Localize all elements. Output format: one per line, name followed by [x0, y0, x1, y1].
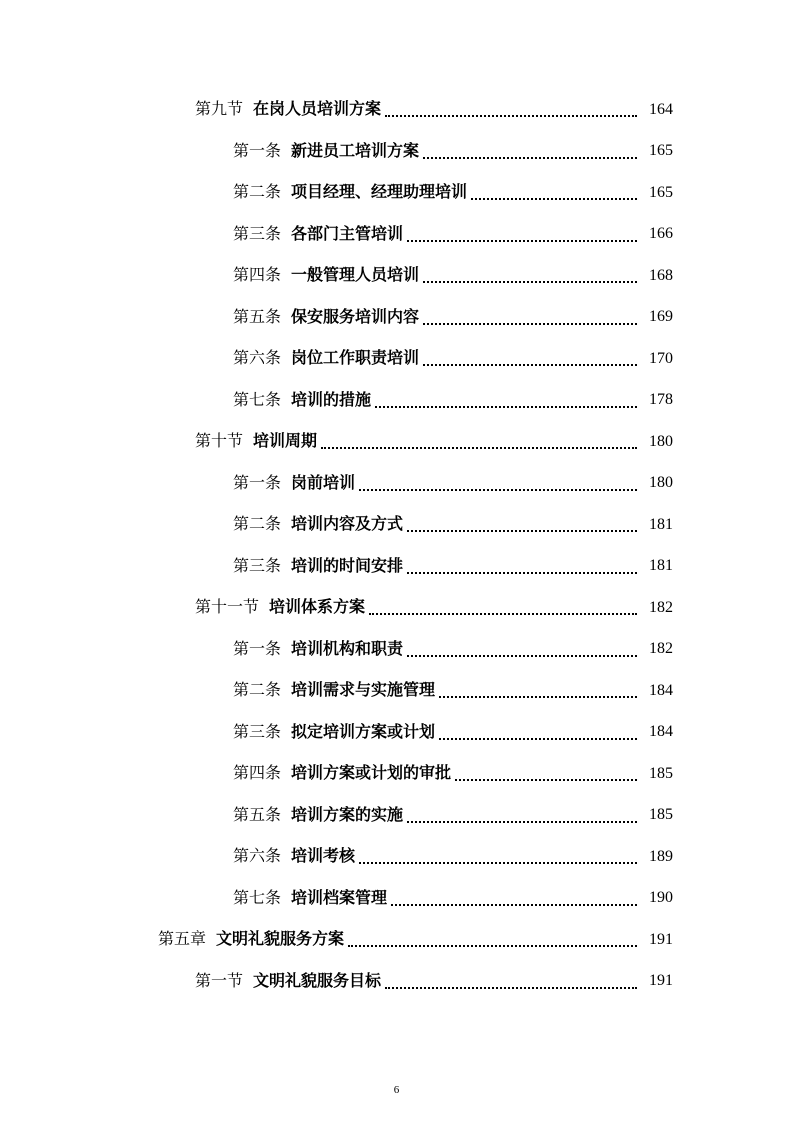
toc-entry-title: 文明礼貌服务方案	[216, 929, 345, 949]
toc-entry-number: 第二条	[233, 516, 282, 534]
toc-entry-title: 新进员工培训方案	[291, 140, 420, 160]
toc-entry-page: 170	[649, 349, 673, 367]
toc-entry-number: 第一节	[195, 972, 244, 990]
toc-dot-leader	[321, 446, 637, 449]
toc-entry[interactable]	[0, 504, 793, 546]
toc-entry-number: 第五章	[158, 931, 207, 949]
toc-entry-label	[233, 267, 419, 284]
toc-entry-page: 184	[649, 723, 673, 741]
toc-entry-title: 岗位工作职责培训	[291, 348, 420, 368]
toc-dot-leader	[359, 861, 637, 864]
toc-entry-label	[233, 765, 451, 782]
toc-entry-label	[233, 682, 435, 699]
toc-entry-title: 项目经理、经理助理培训	[291, 182, 468, 202]
toc-entry-number: 第十节	[195, 433, 244, 451]
toc-dot-leader	[423, 322, 637, 325]
toc-entry-label	[233, 848, 355, 865]
toc-dot-leader	[375, 405, 637, 408]
toc-entry-page: 181	[649, 557, 673, 575]
toc-entry-label	[158, 931, 344, 948]
toc-entry-number: 第六条	[233, 848, 282, 866]
toc-entry-page: 191	[649, 930, 673, 948]
toc-dot-leader	[423, 363, 637, 366]
toc-entry-label	[233, 638, 404, 658]
toc-entry-number: 第六条	[233, 350, 282, 368]
toc-dot-leader	[439, 737, 637, 740]
toc-entry-title: 培训方案或计划的审批	[291, 763, 452, 783]
toc-entry-page: 165	[649, 142, 673, 160]
toc-entry[interactable]	[0, 421, 793, 463]
toc-entry-title: 培训需求与实施管理	[291, 680, 436, 700]
toc-entry-page: 189	[649, 847, 673, 865]
toc-entry-number: 第四条	[233, 765, 282, 783]
toc-entry-label	[233, 472, 356, 492]
toc-dot-leader	[385, 986, 637, 989]
toc-entry-title: 培训机构和职责	[291, 638, 404, 658]
toc-entry-label	[233, 306, 420, 326]
toc-entry-page: 180	[649, 474, 673, 492]
toc-entry-number: 第一条	[233, 142, 282, 160]
toc-entry-page: 182	[649, 640, 673, 658]
toc-entry-title: 培训内容及方式	[291, 514, 404, 534]
toc-entry[interactable]	[0, 753, 793, 795]
toc-entry-label	[233, 887, 388, 907]
toc-entry-title: 文明礼貌服务目标	[253, 970, 382, 990]
toc-entry-number: 第九节	[195, 101, 244, 119]
toc-dot-leader	[455, 778, 637, 781]
toc-entry-title: 培训考核	[291, 846, 356, 866]
toc-entry-number: 第三条	[233, 557, 282, 575]
toc-dot-leader	[407, 571, 637, 574]
table-of-contents	[0, 89, 793, 1002]
toc-entry-label	[233, 184, 467, 201]
toc-dot-leader	[407, 529, 637, 532]
toc-entry-page: 181	[649, 515, 673, 533]
toc-dot-leader	[407, 820, 637, 823]
toc-entry-title: 培训方案的实施	[291, 804, 404, 824]
toc-dot-leader	[391, 903, 637, 906]
toc-entry-title: 拟定培训方案或计划	[291, 721, 436, 741]
toc-entry-number: 第二条	[233, 682, 282, 700]
toc-entry[interactable]	[0, 712, 793, 754]
toc-entry[interactable]	[0, 836, 793, 878]
toc-entry[interactable]	[0, 172, 793, 214]
toc-entry-label	[233, 350, 419, 367]
toc-dot-leader	[348, 944, 637, 947]
toc-entry-number: 第二条	[233, 184, 282, 202]
toc-dot-leader	[369, 612, 637, 615]
toc-entry[interactable]	[0, 131, 793, 173]
toc-entry[interactable]	[0, 546, 793, 588]
toc-entry-page: 178	[649, 391, 673, 409]
toc-entry-number: 第四条	[233, 267, 282, 285]
toc-dot-leader	[439, 695, 637, 698]
toc-dot-leader	[423, 280, 637, 283]
toc-entry-number: 第三条	[233, 225, 282, 243]
toc-entry-label	[233, 516, 403, 533]
toc-entry-page: 182	[649, 598, 673, 616]
toc-entry-number: 第七条	[233, 391, 282, 409]
toc-entry[interactable]	[0, 878, 793, 920]
toc-entry[interactable]	[0, 255, 793, 297]
toc-entry[interactable]	[0, 795, 793, 837]
toc-entry-number: 第五条	[233, 806, 282, 824]
toc-entry-page: 184	[649, 681, 673, 699]
toc-entry-title: 培训的措施	[291, 389, 372, 409]
toc-entry-title: 一般管理人员培训	[291, 265, 420, 285]
toc-entry-number: 第五条	[233, 308, 282, 326]
toc-entry-label	[195, 101, 381, 118]
toc-entry-page: 180	[649, 432, 673, 450]
toc-entry-number: 第一条	[233, 640, 282, 658]
toc-dot-leader	[407, 654, 637, 657]
toc-entry-title: 培训体系方案	[269, 597, 366, 617]
toc-dot-leader	[407, 239, 637, 242]
toc-entry[interactable]	[0, 214, 793, 256]
toc-entry-page: 190	[649, 889, 673, 907]
toc-entry-page: 164	[649, 100, 673, 118]
toc-entry[interactable]	[0, 297, 793, 339]
toc-entry-title: 培训档案管理	[291, 887, 388, 907]
toc-entry-label	[195, 599, 365, 616]
toc-entry[interactable]	[0, 338, 793, 380]
toc-entry[interactable]	[0, 919, 793, 961]
toc-entry-page: 165	[649, 183, 673, 201]
toc-entry-page: 169	[649, 308, 673, 326]
toc-entry-page: 191	[649, 972, 673, 990]
toc-entry-number: 第一条	[233, 474, 282, 492]
toc-entry[interactable]	[0, 380, 793, 422]
toc-entry-title: 培训的时间安排	[291, 555, 404, 575]
toc-entry-title: 各部门主管培训	[291, 223, 404, 243]
toc-entry[interactable]	[0, 670, 793, 712]
toc-entry-page: 166	[649, 225, 673, 243]
toc-dot-leader	[423, 156, 637, 159]
toc-entry-label	[233, 140, 420, 160]
toc-entry[interactable]	[0, 587, 793, 629]
toc-entry-number: 第三条	[233, 723, 282, 741]
toc-entry-title: 保安服务培训内容	[291, 306, 420, 326]
toc-entry-label	[233, 223, 404, 243]
toc-dot-leader	[471, 197, 637, 200]
toc-dot-leader	[359, 488, 637, 491]
toc-entry-label	[233, 804, 404, 824]
toc-entry-page: 185	[649, 764, 673, 782]
toc-entry[interactable]	[0, 463, 793, 505]
toc-entry[interactable]	[0, 629, 793, 671]
toc-entry-label	[233, 555, 404, 575]
toc-entry-title: 培训周期	[253, 431, 318, 451]
toc-entry-label	[195, 970, 382, 990]
toc-entry-label	[233, 721, 436, 741]
toc-entry[interactable]	[0, 89, 793, 131]
toc-entry-page: 185	[649, 806, 673, 824]
page-number: 6	[393, 1084, 400, 1096]
toc-entry-page: 168	[649, 266, 673, 284]
toc-entry-title: 在岗人员培训方案	[253, 99, 382, 119]
toc-entry-title: 岗前培训	[291, 472, 356, 492]
toc-entry-number: 第十一节	[195, 599, 260, 617]
toc-entry[interactable]	[0, 961, 793, 1003]
toc-entry-label	[233, 389, 372, 409]
toc-entry-label	[195, 433, 317, 450]
toc-entry-number: 第七条	[233, 889, 282, 907]
toc-dot-leader	[385, 114, 637, 117]
